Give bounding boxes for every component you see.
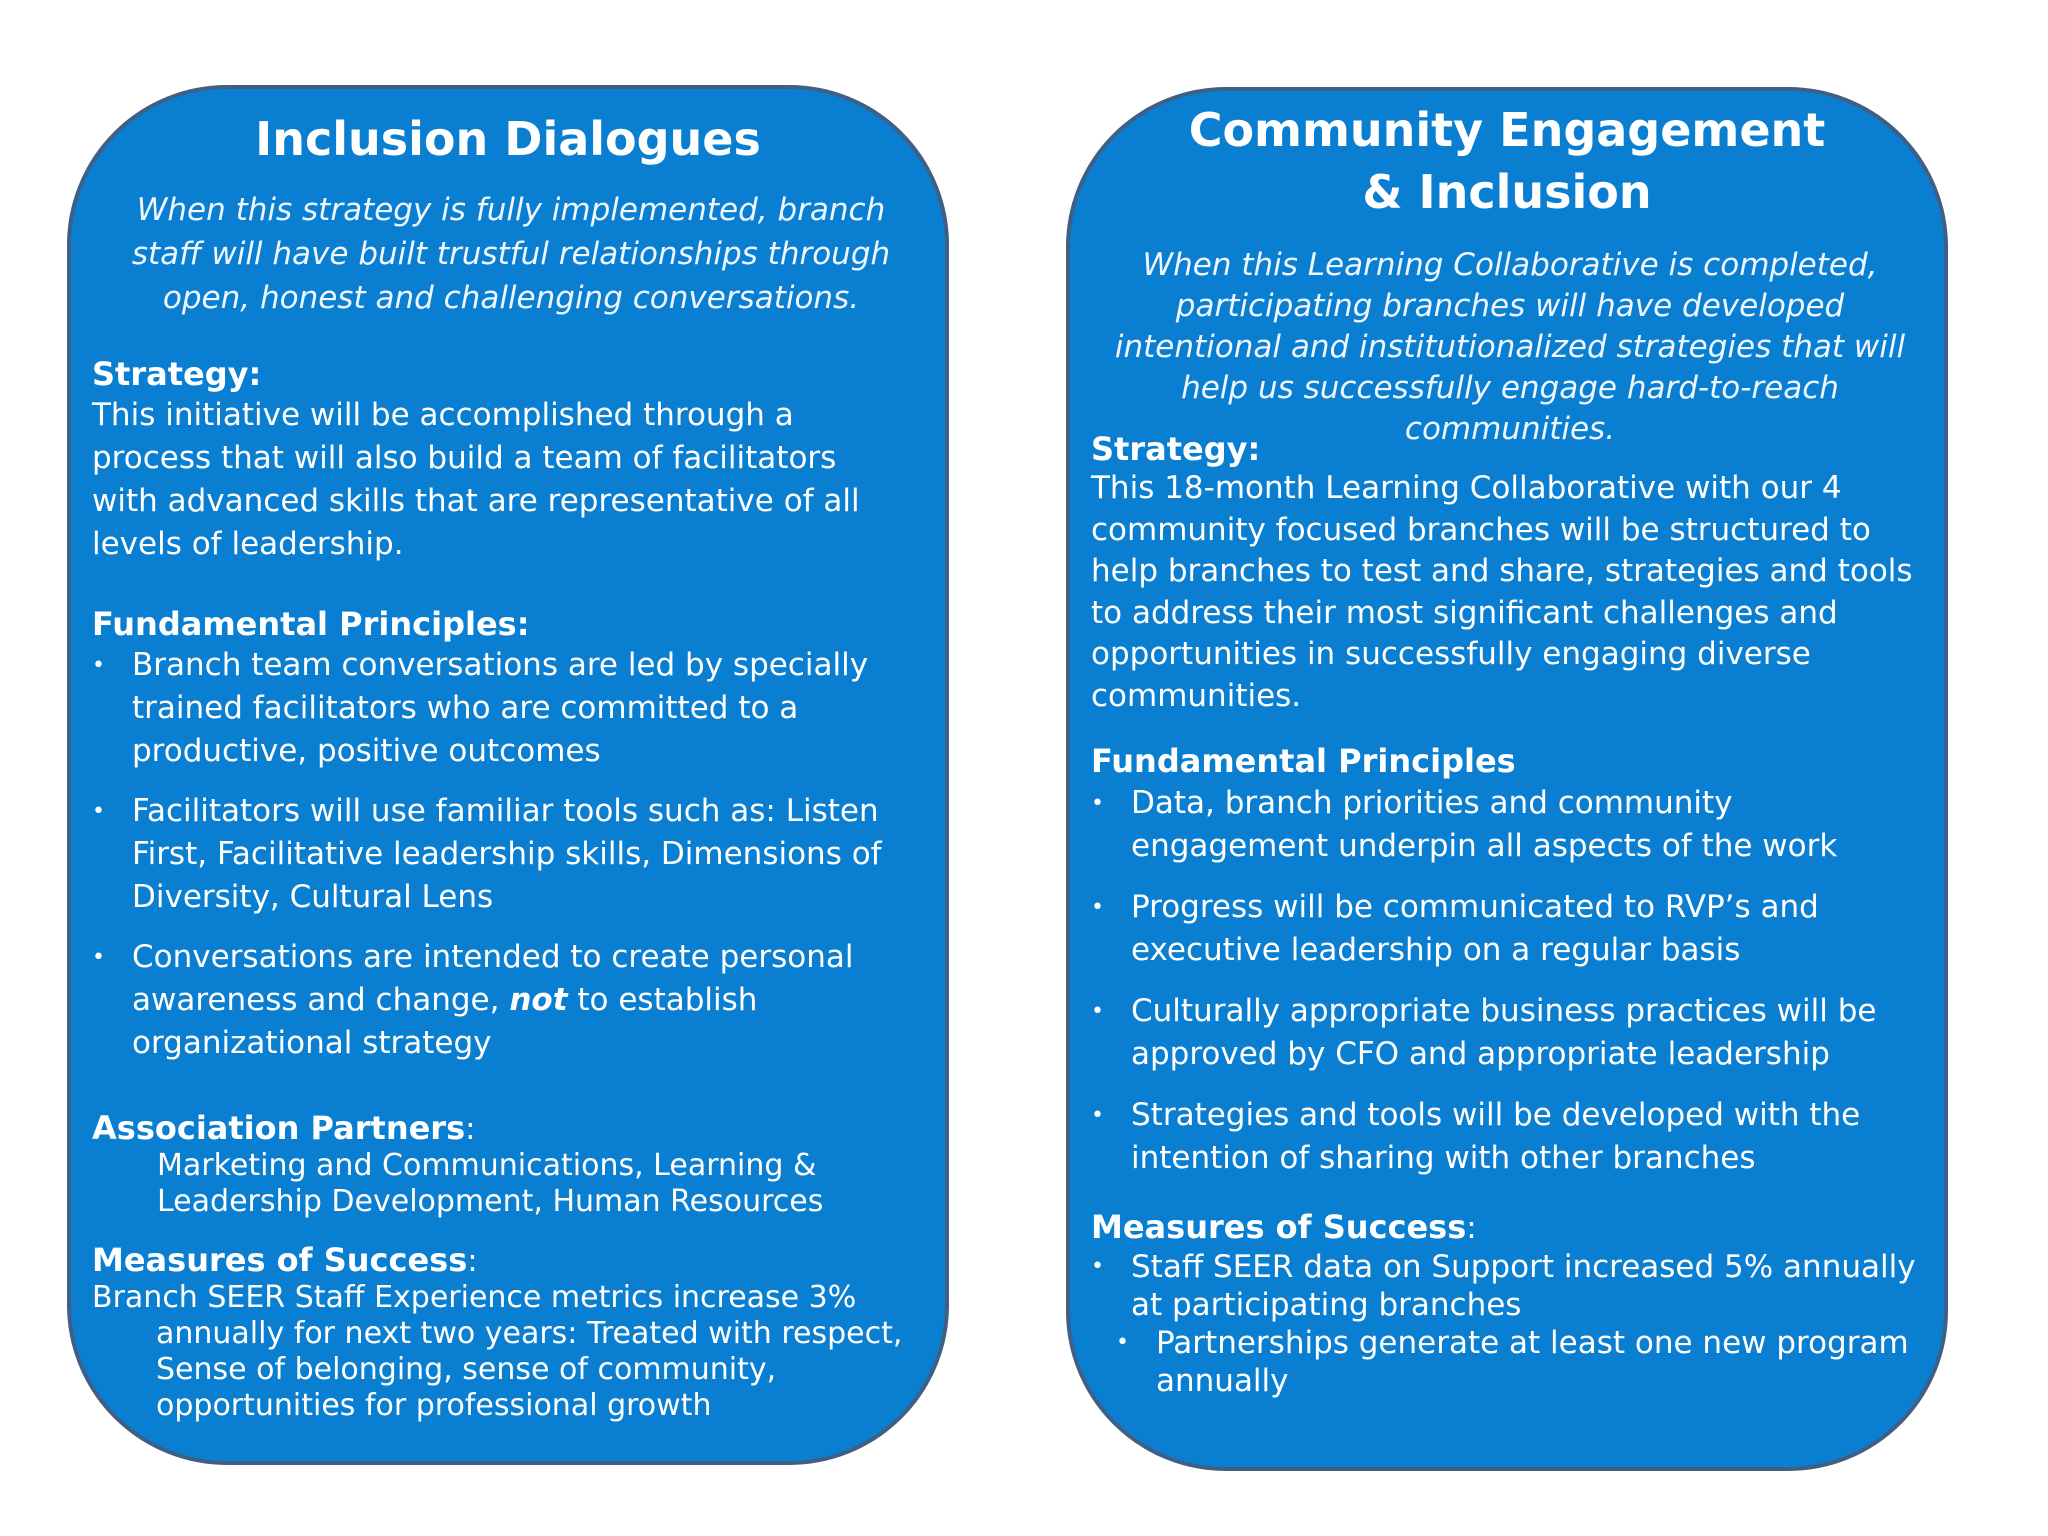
list-item: • Culturally appropriate business practices will be approved by CFO and appropriate leadership (1091, 990, 1921, 1076)
partners-heading: Association Partners (92, 1109, 466, 1147)
strategy-text: This initiative will be accomplished through a process that will also build a team of facilitators with advanced skills that are representative of all levels of leadership. (92, 397, 860, 562)
list-item: • Branch team conversations are led by specially trained facilitators who are committed to a productive, positive outcomes (92, 644, 912, 773)
list-item: • Data, branch priorities and community engagement underpin all aspects of the work (1091, 782, 1921, 868)
bullet-icon: • (92, 653, 105, 678)
community-engagement-card (1066, 87, 1948, 1471)
principles-heading: Fundamental Principles (1091, 742, 1516, 780)
bullet-icon: • (1091, 1254, 1104, 1279)
bullet-icon: • (1091, 791, 1104, 816)
list-item: • Strategies and tools will be developed with the intention of sharing with other branches (1091, 1094, 1921, 1180)
measures-list (1091, 1248, 1941, 1400)
bullet-icon: • (1091, 1103, 1104, 1128)
measures-heading: Measures of Success (92, 1241, 468, 1279)
measures-heading-row: Measures of Success: (92, 1241, 478, 1279)
list-item: • Facilitators will use familiar tools such as: Listen First, Facilitative leadership skills, Dimensions of Diversity, Cultural Lens (92, 790, 912, 919)
vision-statement: When this strategy is fully implemented, branch staff will have built trustful relationships through open, honest and challenging conversations. (131, 192, 891, 316)
partners-text: Marketing and Communications, Learning & Leadership Development, Human Resources (157, 1148, 824, 1219)
list-item: • Progress will be communicated to RVP’s and executive leadership on a regular basis (1091, 886, 1921, 972)
principles-heading: Fundamental Principles: (92, 605, 530, 643)
card-title-line1: Community Engagement (1188, 103, 1826, 157)
vision-statement: When this Learning Collaborative is completed, participating branches will have developed intentional and institutionalized strategies that will help us successfully engage hard-to-reach communities. (1114, 247, 1906, 447)
list-item: • Partnerships generate at least one new program annually (1116, 1325, 1909, 1399)
card-title: Inclusion Dialogues (255, 112, 761, 166)
bullet-icon: • (1091, 999, 1104, 1024)
list-item: • Conversations are intended to create personal awareness and change, not to establish organizational strategy (92, 936, 912, 1065)
measures-text: Branch SEER Staff Experience metrics increase 3% annually for next two years: Treated with respect, Sense of belonging, sense of community, opportunities for professional growth (92, 1280, 903, 1423)
principles-list (1091, 782, 1921, 1180)
strategy-heading: Strategy: (1091, 430, 1261, 468)
bullet-icon: • (1091, 895, 1104, 920)
principles-list (92, 644, 912, 1065)
strategy-text: This 18-month Learning Collaborative with our 4 community focused branches will be structured to help branches to test and share, strategies and tools to address their most significant challenges and opportunities in successfully engaging diverse communities. (1091, 470, 1913, 714)
emphasis-text: not (509, 982, 568, 1018)
card-title-line2: & Inclusion (1362, 165, 1652, 219)
bullet-icon: • (92, 799, 105, 824)
bullet-icon: • (92, 945, 105, 970)
partners-heading-row: Association Partners: (92, 1109, 476, 1147)
strategy-heading: Strategy: (92, 355, 262, 393)
inclusion-dialogues-card (67, 85, 949, 1465)
measures-heading: Measures of Success (1091, 1208, 1467, 1246)
measures-heading-row: Measures of Success: (1091, 1208, 1477, 1246)
bullet-icon: • (1116, 1330, 1129, 1355)
list-item: • Staff SEER data on Support increased 5% annually at participating branches (1091, 1249, 1916, 1323)
